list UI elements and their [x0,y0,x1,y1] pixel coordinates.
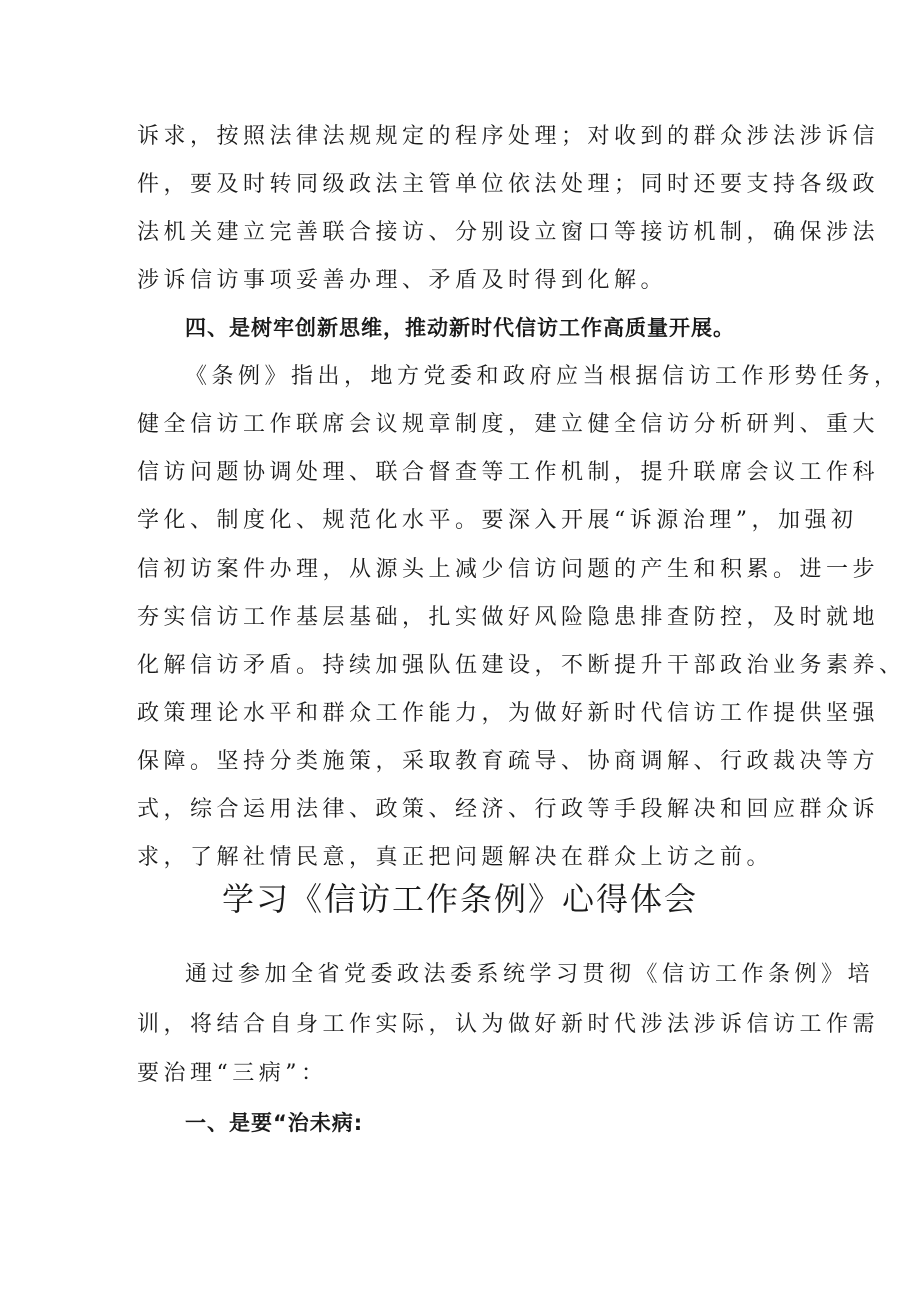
paragraph-line: 法机关建立完善联合接访、分别设立窗口等接访机制，确保涉法 [137,220,880,245]
paragraph-line: 夯实信访工作基层基础，扎实做好风险隐患排查防控，及时就地 [137,605,880,630]
paragraph-line: 通过参加全省党委政法委系统学习贯彻《信访工作条例》培 [185,962,875,987]
section-heading: 四、是树牢创新思维，推动新时代信访工作高质量开展。 [185,316,735,340]
paragraph-line: 保障。坚持分类施策，采取教育疏导、协商调解、行政裁决等方 [137,749,880,774]
paragraph-line: 训，将结合自身工作实际，认为做好新时代涉法涉诉信访工作需 [137,1012,880,1037]
paragraph-line: 《条例》指出，地方党委和政府应当根据信访工作形势任务， [185,364,901,389]
paragraph-line: 式，综合运用法律、政策、经济、行政等手段解决和回应群众诉 [137,797,880,822]
paragraph-line: 信初访案件办理，从源头上减少信访问题的产生和积累。进一步 [137,557,880,582]
paragraph-line: 化解信访矛盾。持续加强队伍建设，不断提升干部政治业务素养、 [137,653,906,678]
paragraph-line: 求，了解社情民意，真正把问题解决在群众上访之前。 [137,845,774,870]
paragraph-line: 涉诉信访事项妥善办理、矛盾及时得到化解。 [137,268,668,293]
article-title: 学习《信访工作条例》心得体会 [221,880,698,918]
paragraph-line: 件，要及时转同级政法主管单位依法处理；同时还要支持各级政 [137,172,880,197]
paragraph-line: 信访问题协调处理、联合督查等工作机制，提升联席会议工作科 [137,460,880,485]
paragraph-line: 学化、制度化、规范化水平。要深入开展“诉源治理”，加强初 [137,508,858,533]
paragraph-line: 要治理“三病”： [137,1061,328,1086]
paragraph-line: 健全信访工作联席会议规章制度，建立健全信访分析研判、重大 [137,412,880,437]
paragraph-line: 政策理论水平和群众工作能力，为做好新时代信访工作提供坚强 [137,701,880,726]
subsection-heading: 一、是要“治未病: [185,1111,364,1135]
paragraph-line: 诉求，按照法律法规规定的程序处理；对收到的群众涉法涉诉信 [137,124,880,149]
